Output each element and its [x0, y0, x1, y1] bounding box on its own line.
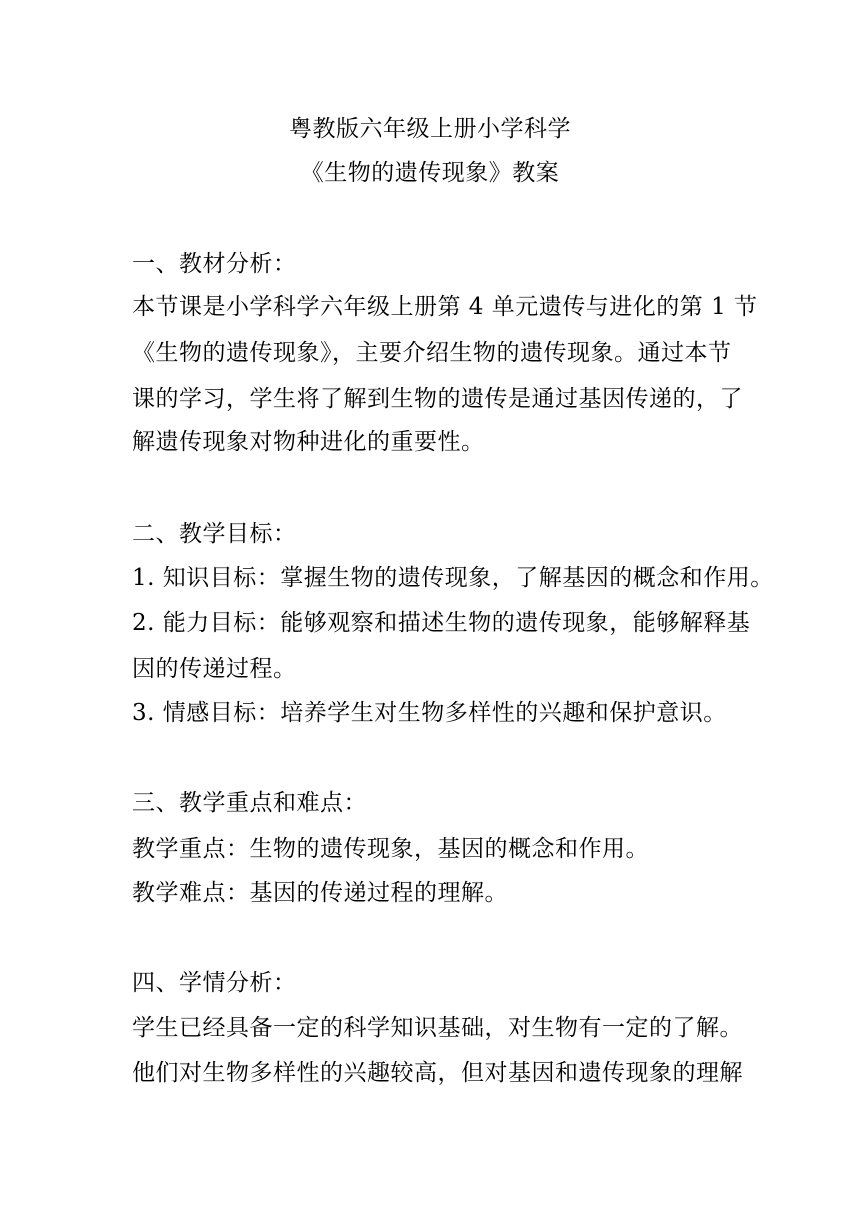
paragraph-line: 他们对生物多样性的兴趣较高，但对基因和遗传现象的理解: [132, 1060, 743, 1086]
section-heading-key-points: 三、教学重点和难点：: [132, 790, 367, 816]
document-title: 粤教版六年级上册小学科学: [289, 116, 571, 142]
list-item-continuation: 因的传递过程。: [132, 656, 297, 682]
document-subtitle: 《生物的遗传现象》教案: [300, 160, 560, 186]
list-item: 3. 情感目标：培养学生对生物多样性的兴趣和保护意识。: [132, 700, 727, 726]
section-heading-textbook-analysis: 一、教材分析：: [132, 251, 297, 277]
list-item: 1. 知识目标：掌握生物的遗传现象，了解基因的概念和作用。: [132, 565, 774, 591]
paragraph-line: 学生已经具备一定的科学知识基础，对生物有一定的了解。: [132, 1015, 743, 1041]
paragraph-line: 解遗传现象对物种进化的重要性。: [132, 429, 485, 455]
paragraph-line: 教学难点：基因的传递过程的理解。: [132, 880, 508, 906]
list-item: 2. 能力目标：能够观察和描述生物的遗传现象，能够解释基: [132, 610, 751, 636]
section-heading-teaching-objectives: 二、教学目标：: [132, 521, 297, 547]
paragraph-line: 本节课是小学科学六年级上册第 4 单元遗传与进化的第 1 节: [132, 294, 758, 320]
paragraph-line: 教学重点：生物的遗传现象，基因的概念和作用。: [132, 836, 649, 862]
section-heading-student-analysis: 四、学情分析：: [132, 970, 297, 996]
paragraph-line: 课的学习，学生将了解到生物的遗传是通过基因传递的，了: [132, 386, 743, 412]
paragraph-line: 《生物的遗传现象》，主要介绍生物的遗传现象。通过本节: [132, 340, 732, 366]
